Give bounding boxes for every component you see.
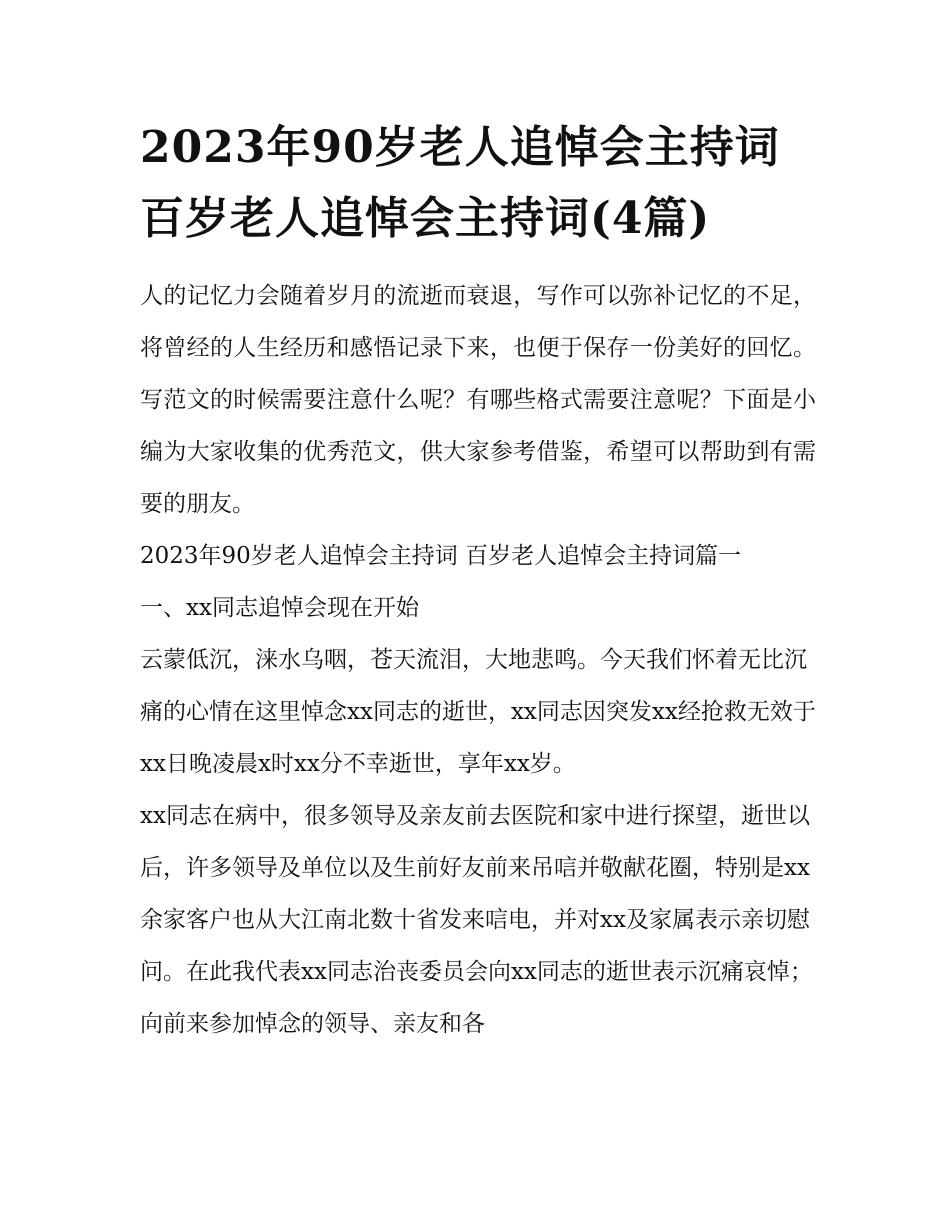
- document-page: [140, 112, 816, 1050]
- subsection-heading: 一、xx同志追悼会现在开始: [140, 595, 419, 621]
- section-heading: 2023年90岁老人追悼会主持词 百岁老人追悼会主持词篇一: [140, 543, 742, 569]
- body-paragraph: xx同志在病中，很多领导及亲友前去医院和家中进行探望，逝世以后，许多领导及单位以及生前好友前来吊唁并敬献花圈，特别是xx余家客户也从大江南北数十省发来唁电，并对xx及家属表示亲切慰问。在此我代表xx同志治丧委员会向xx同志的逝世表示沉痛哀悼；向前来参加悼念的领导、亲友和各: [140, 803, 813, 1037]
- intro-paragraph: 人的记忆力会随着岁月的流逝而衰退，写作可以弥补记忆的不足，将曾经的人生经历和感悟记录下来，也便于保存一份美好的回忆。写范文的时候需要注意什么呢？有哪些格式需要注意呢？下面是小编为大家收集的优秀范文，供大家参考借鉴，希望可以帮助到有需要的朋友。: [140, 283, 816, 517]
- body-paragraph: 云蒙低沉，涞水乌咽，苍天流泪，大地悲鸣。今天我们怀着无比沉痛的心情在这里悼念xx同志的逝世，xx同志因突发xx经抢救无效于xx日晚凌晨x时xx分不幸逝世，享年xx岁。: [140, 647, 816, 777]
- document-title: 2023年90岁老人追悼会主持词 百岁老人追悼会主持词(4篇): [140, 122, 780, 244]
